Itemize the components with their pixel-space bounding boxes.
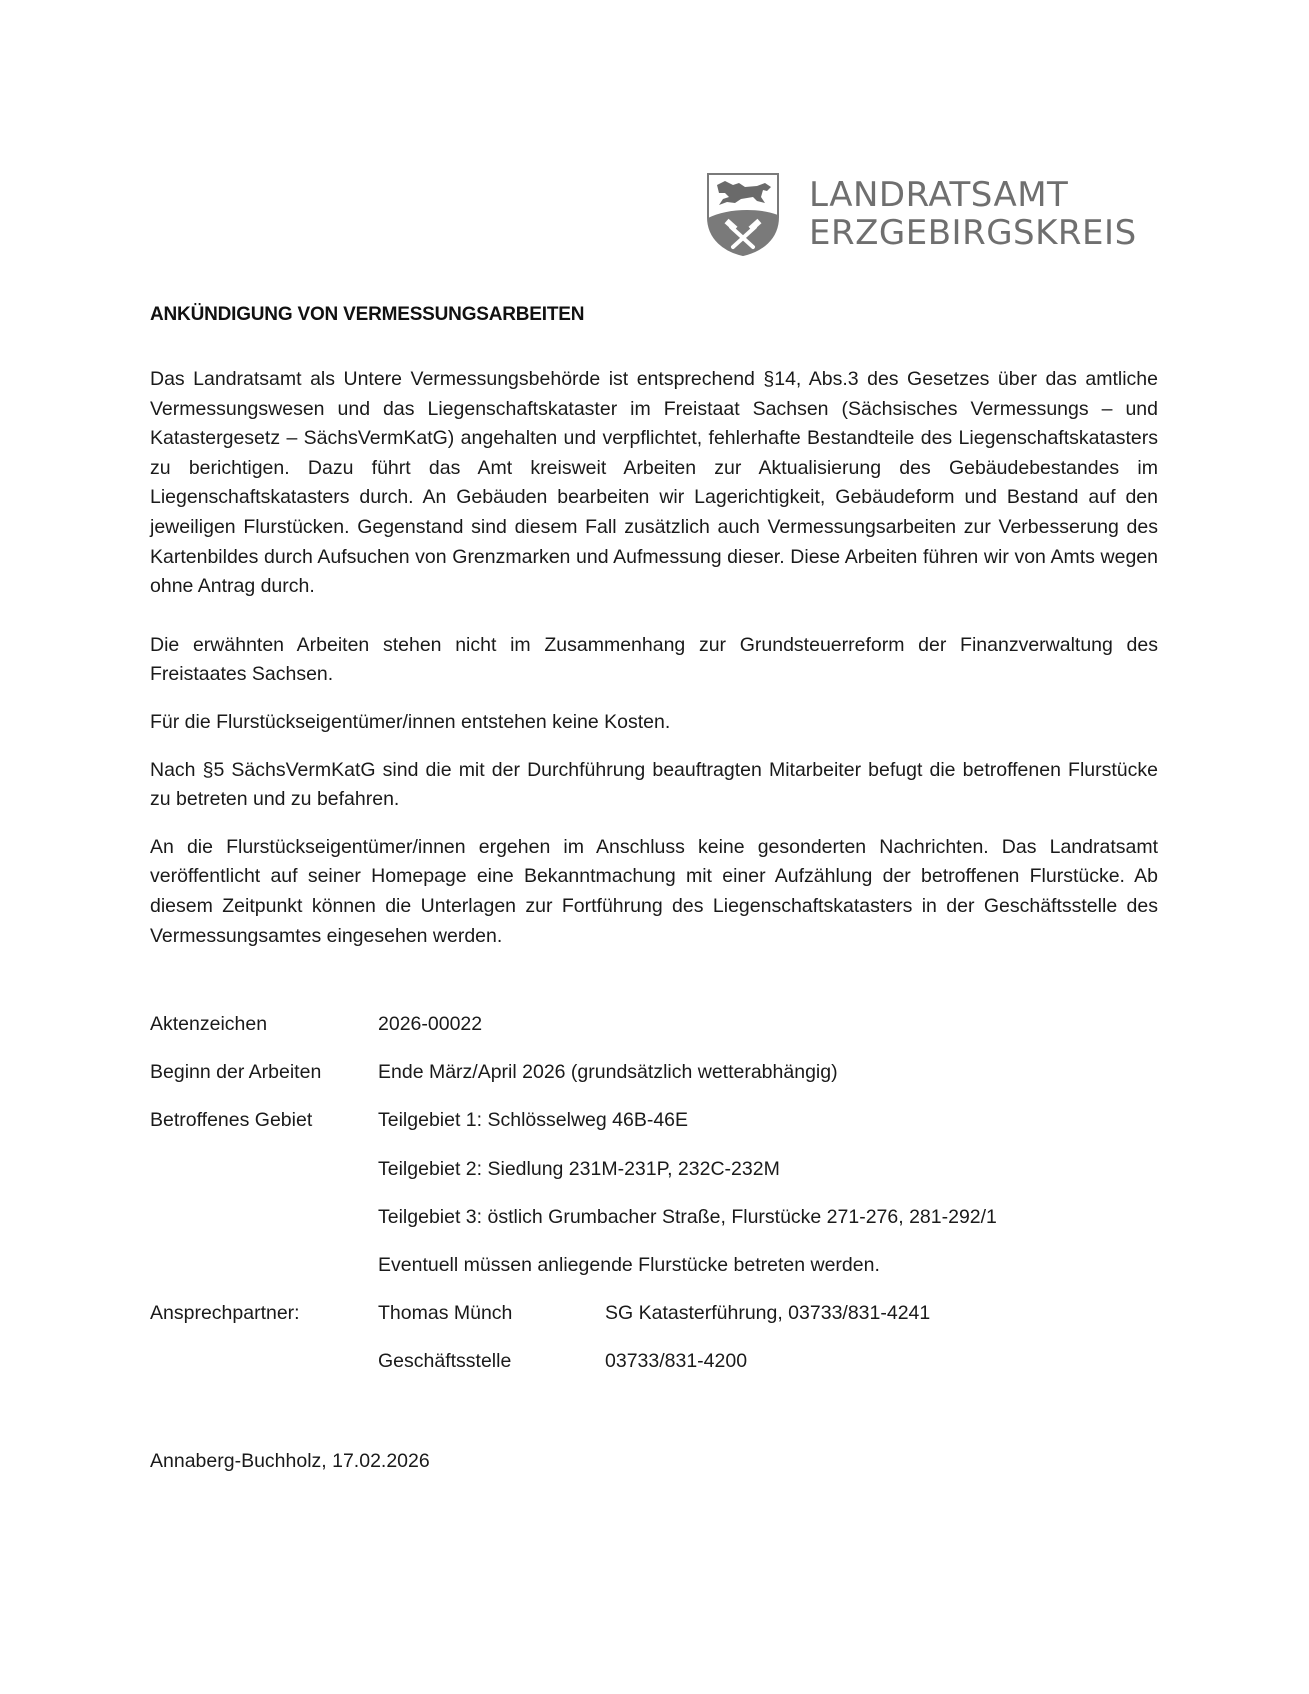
- detail-row-ansprechpartner: [150, 1302, 997, 1350]
- detail-value: Teilgebiet 1: Schlösselweg 46B-46E: [378, 1109, 689, 1132]
- detail-label: Beginn der Arbeiten: [150, 1061, 322, 1084]
- logo-line-2: ERZGEBIRGSKREIS: [809, 213, 1137, 253]
- coat-of-arms-icon: [705, 171, 781, 257]
- detail-row-gebiet-cont: [150, 1158, 997, 1206]
- logo: [705, 170, 1137, 258]
- document-body: [150, 365, 1158, 951]
- contact-name: Geschäftsstelle: [378, 1350, 512, 1373]
- detail-value: Ende März/April 2026 (grundsätzlich wetterabhängig): [378, 1061, 838, 1084]
- detail-row-aktenzeichen: [150, 1013, 997, 1061]
- detail-row-beginn: [150, 1061, 997, 1109]
- logo-text: [809, 176, 1137, 252]
- detail-value: Eventuell müssen anliegende Flurstücke betreten werden.: [378, 1253, 880, 1276]
- detail-label: Betroffenes Gebiet: [150, 1109, 313, 1132]
- place-date: Annaberg-Buchholz, 17.02.2026: [150, 1450, 430, 1472]
- contact-name: Thomas Münch: [378, 1302, 513, 1325]
- detail-value: Teilgebiet 3: östlich Grumbacher Straße, Flurstücke 271-276, 281-292/1: [378, 1205, 997, 1228]
- detail-label: Aktenzeichen: [150, 1013, 268, 1035]
- document-title: ANKÜNDIGUNG VON VERMESSUNGSARBEITEN: [150, 304, 585, 325]
- detail-label: Ansprechpartner:: [150, 1302, 300, 1325]
- paragraph-intro: Das Landratsamt als Untere Vermessungsbehörde ist entsprechend §14, Abs.3 des Gesetzes über das amtliche Vermessungswesen und das Liegenschaftskataster im Freistaat Sachsen (Sächsisches Vermessungs – und Katastergesetz – SächsVermKatG) angehalten und verpflichtet, fehlerhafte Bestandteile des Liegenschaftskatasters zu berichtigen. Dazu führt das Amt kreisweit Arbeiten zur Aktualisierung des Gebäudebestandes im Liegenschaftskatasters durch. An Gebäuden bearbeiten wir Lagerichtigkeit, Gebäudeform und Bestand auf den jeweiligen Flurstücken. Gegenstand sind diesem Fall zusätzlich auch Vermessungsarbeiten zur Verbesserung des Kartenbildes durch Aufsuchen von Grenzmarken und Aufmessung dieser. Diese Arbeiten führen wir von Amts wegen ohne Antrag durch.: [150, 368, 1158, 598]
- detail-row-ansprechpartner-cont: [150, 1350, 997, 1398]
- detail-value: 2026-00022: [378, 1013, 483, 1035]
- paragraph-kosten: Für die Flurstückseigentümer/innen entstehen keine Kosten.: [150, 710, 671, 733]
- contact-info: SG Katasterführung, 03733/831-4241: [605, 1302, 931, 1325]
- detail-row-gebiet: [150, 1109, 997, 1157]
- paragraph-bekanntmachung: An die Flurstückseigentümer/innen ergehen im Anschluss keine gesonderten Nachrichten. Das Landratsamt veröffentlicht auf seiner Homepage eine Bekanntmachung mit einer Aufzählung der betroffenen Flurstücke. Ab diesem Zeitpunkt können die Unterlagen zur Fortführung des Liegenschaftskatasters in der Geschäftsstelle des Vermessungsamtes eingesehen werden.: [150, 835, 1158, 947]
- contact-info: 03733/831-4200: [605, 1350, 748, 1373]
- detail-value: Teilgebiet 2: Siedlung 231M-231P, 232C-232M: [378, 1157, 780, 1180]
- details-table: [150, 1013, 997, 1399]
- paragraph-grundsteuer: Die erwähnten Arbeiten stehen nicht im Zusammenhang zur Grundsteuerreform der Finanzverwaltung des Freistaates Sachsen.: [150, 633, 1158, 686]
- detail-row-gebiet-cont: [150, 1206, 997, 1254]
- detail-row-gebiet-cont: [150, 1254, 997, 1302]
- paragraph-betretungsrecht: Nach §5 SächsVermKatG sind die mit der Durchführung beauftragten Mitarbeiter befugt die betroffenen Flurstücke zu betreten und zu befahren.: [150, 758, 1158, 811]
- logo-line-1: LANDRATSAMT: [809, 174, 1069, 215]
